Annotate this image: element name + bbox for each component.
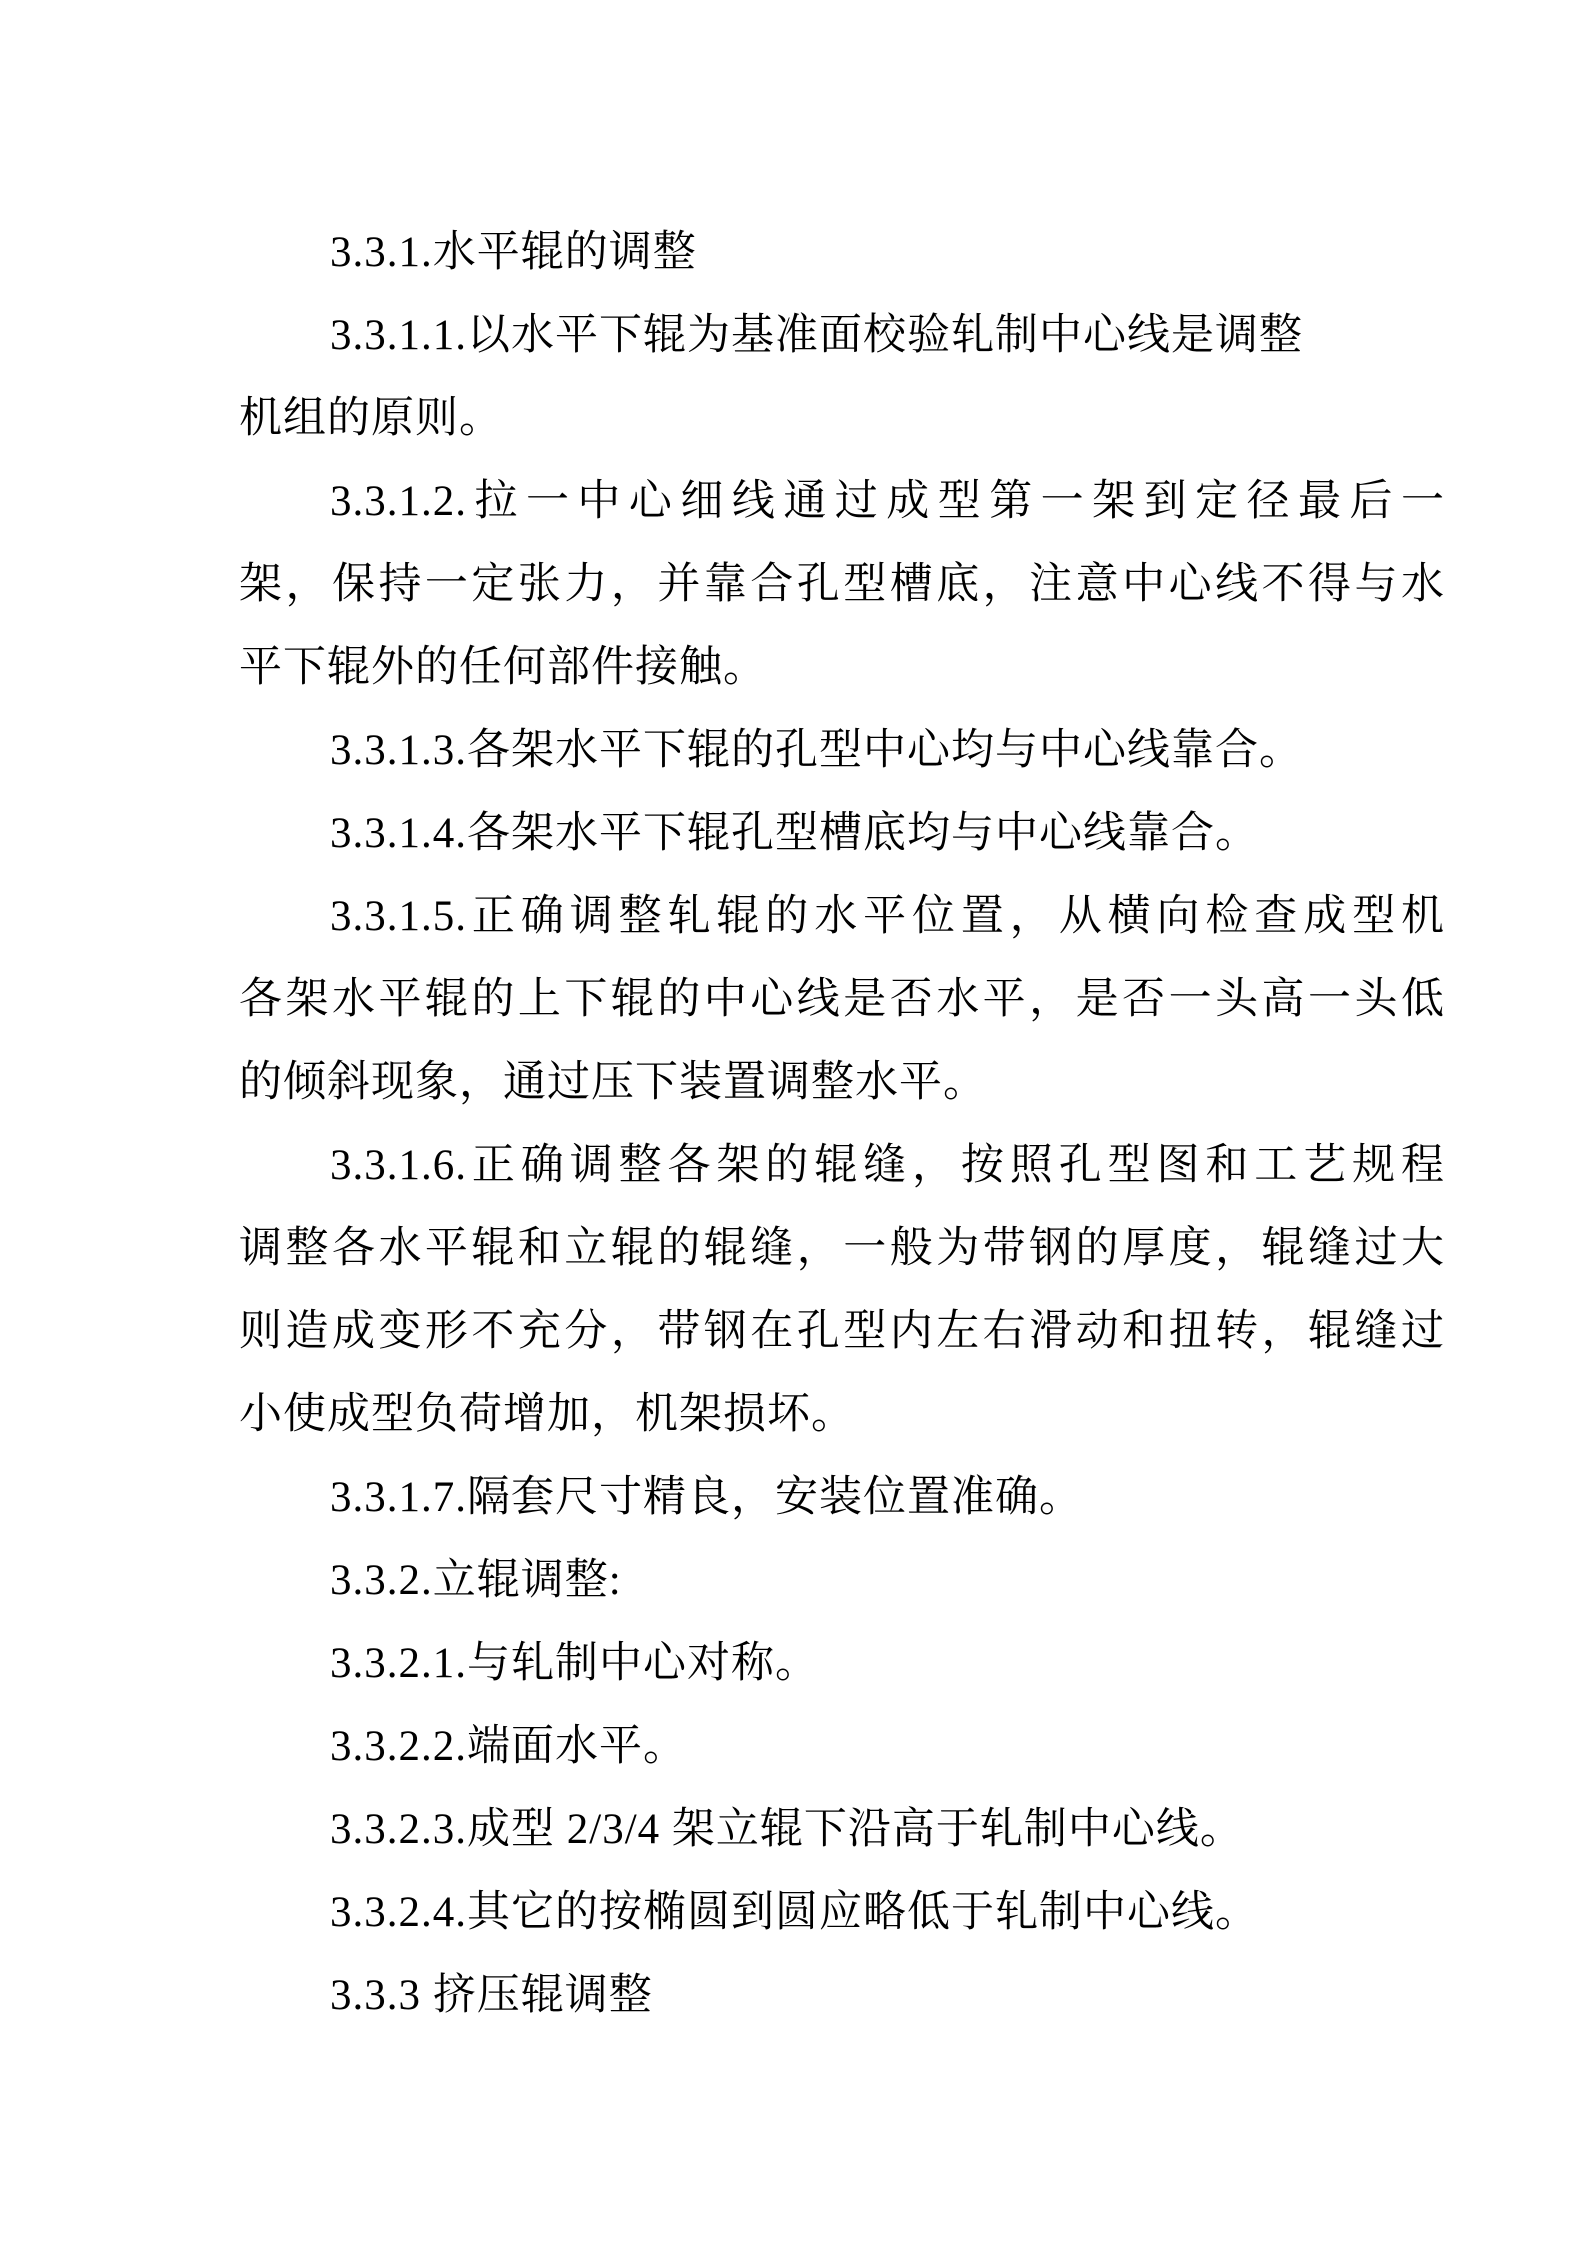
text-line: 平下辊外的任何部件接触。 [239, 644, 767, 691]
text-line: 3.3.2.4.其它的按椭圆到圆应略低于轧制中心线。 [330, 1889, 1259, 1936]
text-line: 架，保持一定张力，并靠合孔型槽底，注意中心线不得与水 [239, 561, 1445, 608]
text-line: 3.3.1.水平辊的调整 [330, 229, 697, 276]
text-line: 机组的原则。 [239, 395, 503, 442]
text-line: 3.3.1.3.各架水平下辊的孔型中心均与中心线靠合。 [330, 727, 1303, 774]
text-line: 的倾斜现象，通过压下装置调整水平。 [239, 1059, 987, 1106]
text-line: 小使成型负荷增加，机架损坏。 [239, 1391, 855, 1438]
text-line: 则造成变形不充分，带钢在孔型内左右滑动和扭转，辊缝过 [239, 1308, 1445, 1355]
text-line: 3.3.1.2.拉一中心细线通过成型第一架到定径最后一 [330, 478, 1445, 525]
text-line: 3.3.1.1.以水平下辊为基准面校验轧制中心线是调整 [330, 312, 1303, 359]
document-body [239, 211, 1445, 2037]
text-line: 各架水平辊的上下辊的中心线是否水平，是否一头高一头低 [239, 976, 1445, 1023]
text-line: 3.3.1.4.各架水平下辊孔型槽底均与中心线靠合。 [330, 810, 1259, 857]
text-line: 3.3.1.5.正确调整轧辊的水平位置，从横向检查成型机 [330, 893, 1445, 940]
text-line: 3.3.1.7.隔套尺寸精良，安装位置准确。 [330, 1474, 1083, 1521]
text-line: 3.3.2.3.成型 2/3/4 架立辊下沿高于轧制中心线。 [330, 1806, 1244, 1853]
text-line: 3.3.2.2.端面水平。 [330, 1723, 687, 1770]
text-line: 调整各水平辊和立辊的辊缝，一般为带钢的厚度，辊缝过大 [239, 1225, 1445, 1272]
text-line: 3.3.2.立辊调整: [330, 1557, 622, 1604]
text-line: 3.3.3 挤压辊调整 [330, 1972, 653, 2019]
text-line: 3.3.1.6.正确调整各架的辊缝，按照孔型图和工艺规程 [330, 1142, 1445, 1189]
text-line: 3.3.2.1.与轧制中心对称。 [330, 1640, 819, 1687]
